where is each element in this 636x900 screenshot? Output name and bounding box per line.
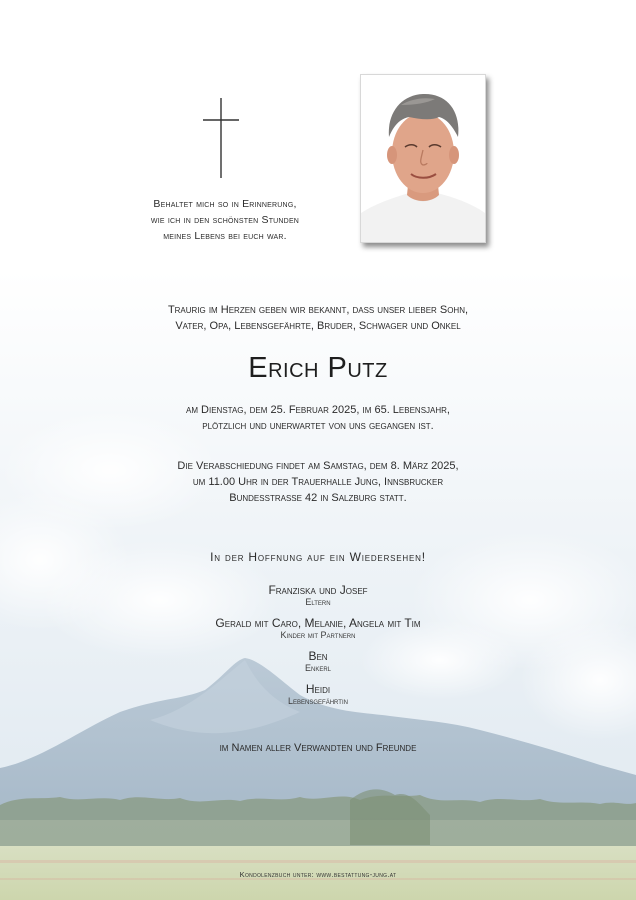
mourner-relation: Lebensgefährtin: [288, 696, 348, 706]
death-line: plötzlich und unerwartet von uns gegangen ist.: [202, 420, 434, 432]
farewell-line: Die Verabschiedung findet am Samstag, dem 8. März 2025,: [177, 460, 459, 472]
farewell-details: [60, 458, 576, 506]
mourner-name: Franziska und Josef: [268, 583, 368, 597]
death-line: am Dienstag, dem 25. Februar 2025, im 65. Lebensjahr,: [186, 404, 450, 416]
announcement-text: [60, 302, 576, 334]
memorial-verse: [110, 196, 340, 244]
relatives-line: im Namen aller Verwandten und Freunde: [219, 742, 417, 754]
verse-line: meines Lebens bei euch war.: [163, 230, 287, 242]
portrait-image: [361, 75, 485, 242]
mourner-entry: [60, 682, 576, 707]
announcement-line: Traurig im Herzen geben wir bekannt, dass unser lieber Sohn,: [167, 304, 469, 316]
deceased-name: Erich Putz: [248, 352, 388, 384]
verse-line: Behaltet mich so in Erinnerung,: [153, 198, 297, 210]
mourners-list: [60, 583, 576, 715]
mourner-entry: [60, 616, 576, 641]
mourner-relation: Kinder mit Partnern: [280, 630, 356, 640]
mourner-relation: Enkerl: [304, 663, 331, 673]
portrait-photo: [360, 74, 486, 243]
cross-icon: [203, 98, 239, 178]
mourner-name: Gerald mit Caro, Melanie, Angela mit Tim: [215, 616, 421, 630]
mourner-name: Ben: [308, 649, 328, 663]
mourner-relation: Eltern: [305, 597, 331, 607]
death-details: [60, 402, 576, 434]
mourner-entry: [60, 649, 576, 674]
condolence-link[interactable]: Kondolenzbuch unter: www.bestattung-jung.at: [239, 870, 397, 879]
announcement-line: Vater, Opa, Lebensgefährte, Bruder, Schwager und Onkel: [175, 320, 461, 332]
farewell-line: Bundesstrasse 42 in Salzburg statt.: [229, 492, 407, 504]
hope-line: In der Hoffnung auf ein Wiedersehen!: [210, 550, 426, 564]
mourner-entry: [60, 583, 576, 608]
farewell-line: um 11.00 Uhr in der Trauerhalle Jung, Innsbrucker: [192, 476, 444, 488]
verse-line: wie ich in den schönsten Stunden: [150, 214, 300, 226]
mourner-name: Heidi: [305, 682, 331, 696]
